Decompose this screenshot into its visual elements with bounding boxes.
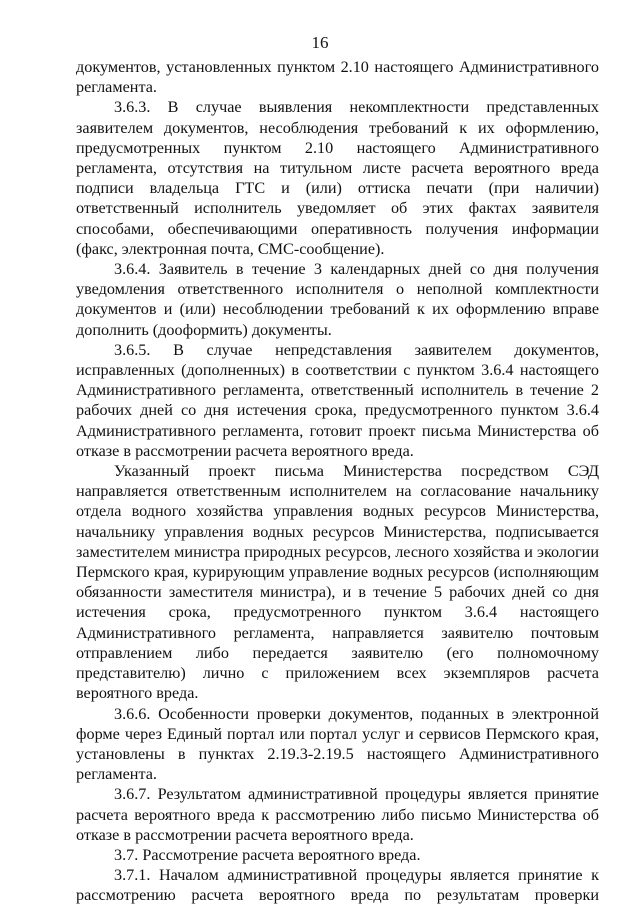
paragraph-3-6-4: 3.6.4. Заявитель в течение 3 календарных дней со дня получения уведомления ответственного исполнителя о неполной комплектности документов и (или) несоблюдении требований к их оформлению вправе дополнить (дооформить) документы. bbox=[76, 260, 599, 339]
paragraph-3-6-7: 3.6.7. Результатом административной процедуры является принятие расчета вероятного вреда к рассмотрению либо письмо Министерства об отказе в рассмотрении расчета вероятного вреда. bbox=[76, 785, 599, 844]
section-heading-3-7: 3.7. Рассмотрение расчета вероятного вреда. bbox=[114, 845, 421, 864]
page-number: 16 bbox=[311, 33, 329, 52]
paragraph-3-6-3: 3.6.3. В случае выявления некомплектности представленных заявителем документов, несоблюдения требований к их оформлению, предусмотренных пунктом 2.10 настоящего Административного регламента, отсутствия на титульном листе расчета вероятного вреда подписи владельца ГТС и (или) оттиска печати (при наличии) ответственный исполнитель уведомляет об этих фактах заявителя способами, обеспечивающими оперативность получения информации (факс, электронная почта, СМС-сообщение). bbox=[76, 98, 599, 258]
paragraph-3-7-1: 3.7.1. Началом административной процедуры является принятие к рассмотрению расчета вероятного вреда по результатам проверки bbox=[76, 866, 599, 905]
paragraph-3-6-6: 3.6.6. Особенности проверки документов, поданных в электронной форме через Единый портал или портал услуг и сервисов Пермского края, установлены в пунктах 2.19.3-2.19.5 настоящего Административного регламента. bbox=[76, 704, 599, 784]
paragraph-continuation: документов, установленных пунктом 2.10 настоящего Административного регламента. bbox=[76, 58, 599, 97]
paragraph-draft-letter: Указанный проект письма Министерства посредством СЭД направляется ответственным исполнителем на согласование начальнику отдела водного хозяйства управления водных ресурсов Министерства, начальнику управления водных ресурсов Министерства, подписывается заместителем министра природных ресурсов, лесного хозяйства и экологии Пермского края, курирующим управление водных ресурсов (исполняющим обязанности заместителя министра), и в течение 5 рабочих дней со дня истечения срока, предусмотренного пунктом 3.6.4 настоящего Административного регламента, направляется заявителю почтовым отправлением либо передается заявителю (его полномочному представителю) лично с приложением всех экземпляров расчета вероятного вреда. bbox=[76, 462, 599, 703]
document-body bbox=[76, 57, 599, 906]
paragraph-3-6-5: 3.6.5. В случае непредставления заявителем документов, исправленных (дополненных) в соответствии с пунктом 3.6.4 настоящего Административного регламента, ответственный исполнитель в течение 2 рабочих дней со дня истечения срока, предусмотренного пунктом 3.6.4 Административного регламента, готовит проект письма Министерства об отказе в рассмотрении расчета вероятного вреда. bbox=[76, 340, 599, 460]
